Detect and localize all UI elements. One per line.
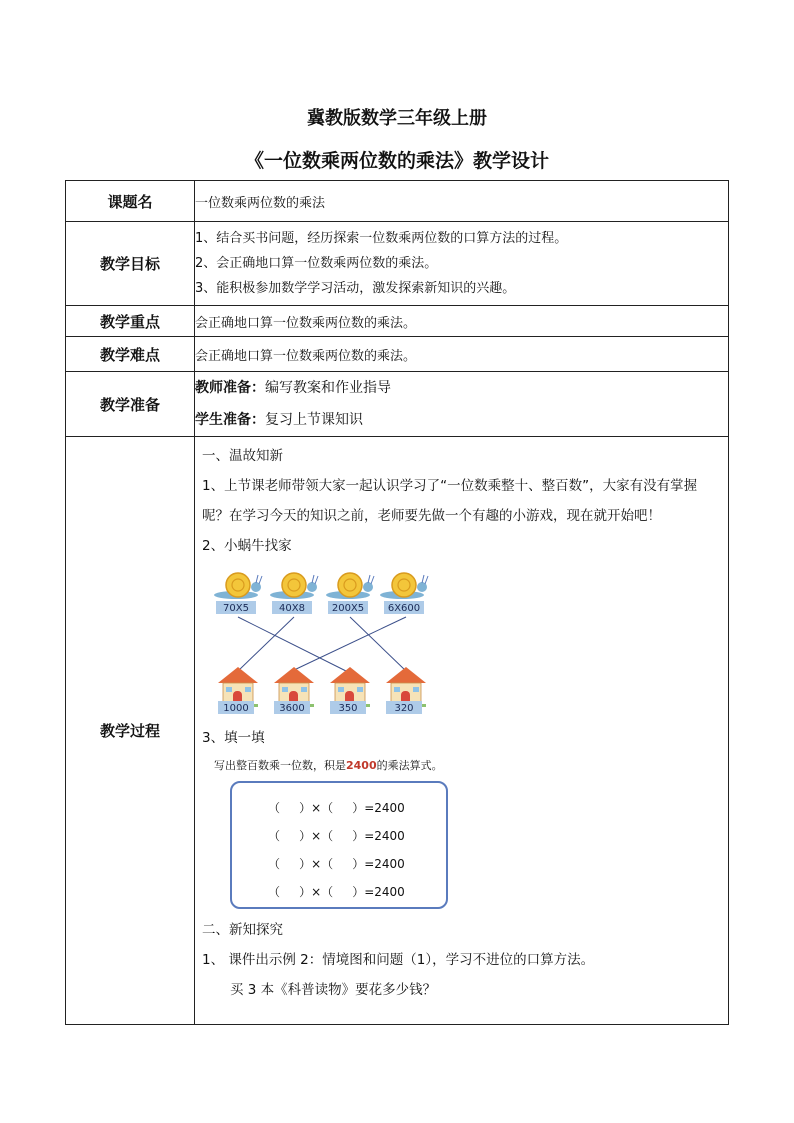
fill-row: （ ）×（ ）=2400	[268, 829, 405, 843]
value-goals	[195, 222, 729, 306]
student-prep-value: 复习上节课知识	[265, 412, 363, 428]
doc-title-line2: 《一位数乘两位数的乘法》教学设计	[244, 150, 549, 172]
fill-suffix: 的乘法算式。	[376, 759, 443, 772]
row-focus	[66, 306, 729, 337]
fill-row: （ ）×（ ）=2400	[268, 801, 405, 815]
value-focus: 会正确地口算一位数乘两位数的乘法。	[195, 306, 729, 337]
row-process	[66, 437, 729, 1025]
snail-game-heading: 2、小蜗牛找家	[202, 538, 292, 554]
snail-icon	[380, 573, 428, 599]
label-prep: 教学准备	[66, 372, 195, 437]
teacher-prep-value: 编写教案和作业指导	[265, 380, 391, 396]
snail-home-illustration	[212, 567, 452, 717]
snail-home-game	[212, 567, 452, 717]
match-line	[292, 617, 406, 671]
label-goals: 教学目标	[66, 222, 195, 306]
value-topic: 一位数乘两位数的乘法	[195, 181, 729, 222]
teacher-prep-label: 教师准备：	[195, 380, 265, 396]
label-focus: 教学重点	[66, 306, 195, 337]
house-tag-text: 320	[394, 703, 414, 714]
value-difficulty: 会正确地口算一位数乘两位数的乘法。	[195, 337, 729, 372]
snail-icon	[326, 573, 374, 599]
label-topic: 课题名	[66, 181, 195, 222]
house-tag-text: 3600	[279, 703, 305, 714]
section-new-heading: 二、新知探究	[202, 922, 283, 938]
review-paragraph: 1、上节课老师带领大家一起认识学习了“一位数乘整十、整百数”，大家有没有掌握呢？在学习今天的知识之前，老师要先做一个有趣的小游戏，现在就开始吧！	[202, 478, 698, 524]
row-goals	[66, 222, 729, 306]
goal-item: 3、能积极参加数学学习活动，激发探索新知识的兴趣。	[195, 281, 516, 296]
fill-in-exercise	[210, 757, 722, 909]
goal-item: 1、结合买书问题，经历探索一位数乘两位数的口算方法的过程。	[195, 231, 568, 246]
row-topic	[66, 181, 729, 222]
house-tag-text: 350	[338, 703, 358, 714]
snail-tag-text: 40X8	[279, 603, 305, 614]
doc-title-line1: 冀教版数学三年级上册	[307, 108, 487, 129]
example-item: 1、 课件出示例 2：情境图和问题（1），学习不进位的口算方法。	[202, 952, 595, 968]
match-line	[350, 617, 406, 671]
goal-item: 2、会正确地口算一位数乘两位数的乘法。	[195, 256, 438, 271]
snail-icon	[214, 573, 262, 599]
snail-icon	[270, 573, 318, 599]
student-prep-label: 学生准备：	[195, 412, 265, 428]
row-prep	[66, 372, 729, 437]
fill-in-heading: 3、填一填	[202, 730, 265, 746]
snail-tag-text: 200X5	[331, 603, 365, 614]
lesson-plan-table	[65, 180, 729, 1025]
fill-number: 2400	[346, 759, 377, 772]
label-difficulty: 教学难点	[66, 337, 195, 372]
fill-row: （ ）×（ ）=2400	[268, 885, 405, 899]
match-line	[238, 617, 346, 671]
snail-tag-text: 6X600	[387, 603, 421, 614]
house-tag-text: 1000	[223, 703, 249, 714]
value-prep	[195, 372, 729, 437]
fill-in-box	[230, 781, 448, 909]
fill-in-instruction	[214, 757, 722, 773]
snail-tag-text: 70X5	[223, 603, 249, 614]
section-review-heading: 一、温故知新	[202, 448, 283, 464]
match-line	[238, 617, 294, 671]
row-difficulty	[66, 337, 729, 372]
example-question: 买 3 本《科普读物》要花多少钱？	[230, 982, 437, 998]
fill-prefix: 写出整百数乘一位数，积是	[214, 759, 346, 772]
value-process	[195, 437, 729, 1025]
label-process: 教学过程	[66, 437, 195, 1025]
fill-row: （ ）×（ ）=2400	[268, 857, 405, 871]
